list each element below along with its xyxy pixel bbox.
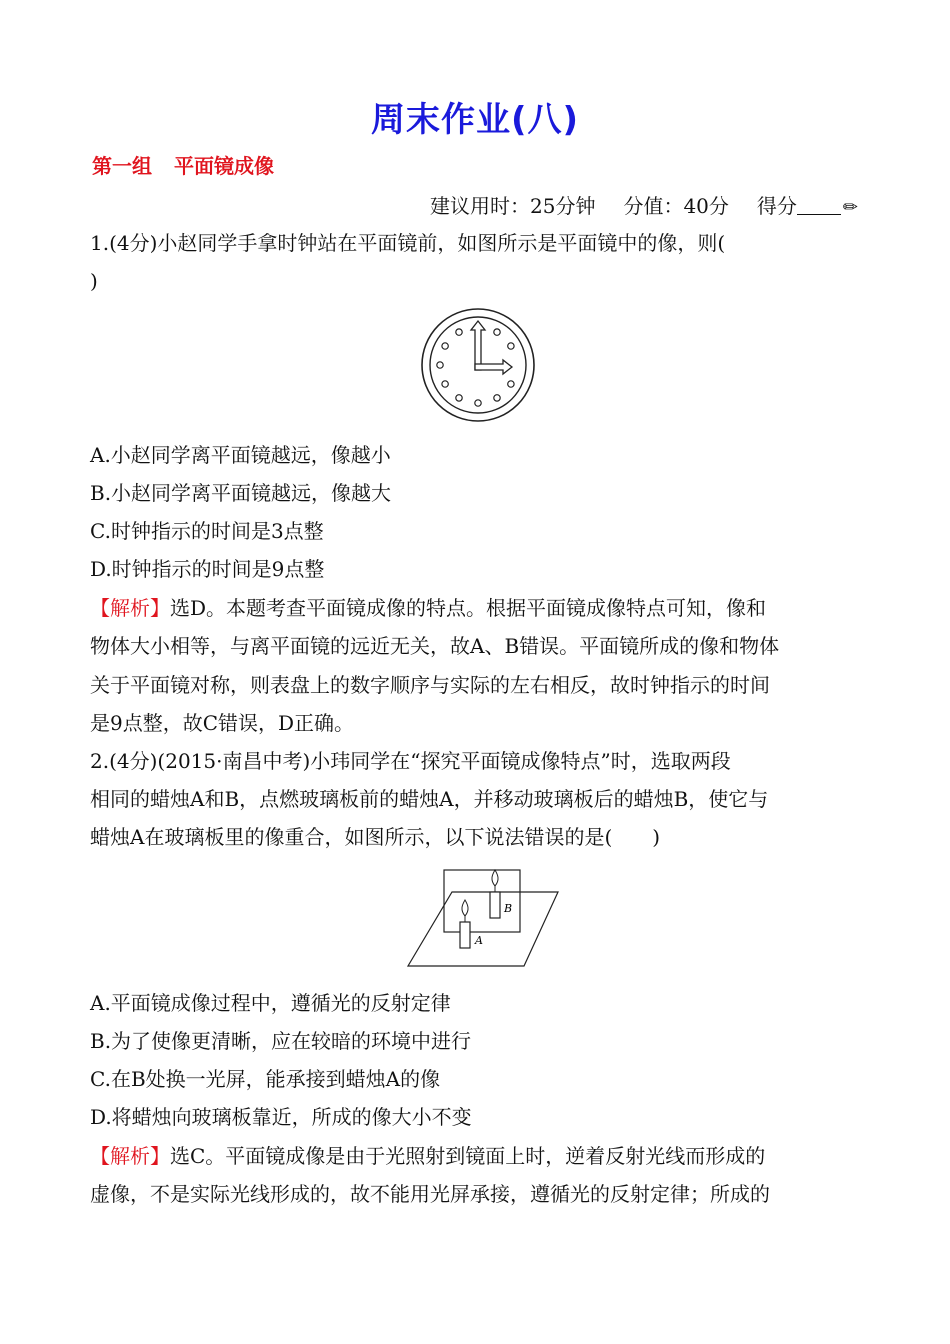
q2-option-b: B.为了使像更清晰，应在较暗的环境中进行	[90, 1029, 472, 1053]
q1-stem-line-1: 1.(4分)小赵同学手拿时钟站在平面镜前，如图所示是平面镜中的像，则(	[90, 231, 726, 255]
section-label: 第一组	[92, 154, 152, 178]
section-heading	[92, 150, 274, 179]
assignment-meta	[430, 190, 858, 219]
q2-stem-line-3: 蜡烛A在玻璃板里的像重合，如图所示，以下说法错误的是( )	[90, 825, 661, 849]
score-blank	[797, 196, 841, 215]
q1-analysis-line-1	[90, 595, 766, 621]
q2-stem-line-2: 相同的蜡烛A和B，点燃玻璃板前的蜡烛A，并移动玻璃板后的蜡烛B，使它与	[90, 787, 769, 811]
q2-option-c: C.在B处换一光屏，能承接到蜡烛A的像	[90, 1067, 441, 1091]
q2-analysis-line-1	[90, 1143, 765, 1169]
q1-option-d: D.时钟指示的时间是9点整	[90, 557, 325, 581]
q1-analysis-line-2: 物体大小相等，与离平面镜的远近无关，故A、B错误。平面镜所成的像和物体	[90, 634, 780, 658]
q1-analysis-line-4: 是9点整，故C错误，D正确。	[90, 711, 355, 735]
suggested-time: 建议用时：25分钟	[430, 194, 596, 218]
q1-analysis-line-3: 关于平面镜对称，则表盘上的数字顺序与实际的左右相反，故时钟指示的时间	[90, 673, 770, 697]
total-score: 分值：40分	[623, 194, 729, 218]
section-name: 平面镜成像	[174, 154, 274, 178]
q2-stem-line-1: 2.(4分)(2015·南昌中考)小玮同学在“探究平面镜成像特点”时，选取两段	[90, 749, 731, 773]
q1-analysis-text-1: 选D。本题考查平面镜成像的特点。根据平面镜成像特点可知，像和	[170, 596, 767, 620]
analysis-tag: 【解析】	[90, 596, 170, 620]
q1-stem-line-2: )	[90, 269, 98, 293]
q1-option-c: C.时钟指示的时间是3点整	[90, 519, 324, 543]
candle-mirror-figure	[404, 866, 564, 972]
q2-analysis-text-1: 选C。平面镜成像是由于光照射到镜面上时，逆着反射光线而形成的	[170, 1144, 766, 1168]
q1-option-b: B.小赵同学离平面镜越远，像越大	[90, 481, 392, 505]
analysis-tag: 【解析】	[90, 1144, 170, 1168]
page-title: 周末作业(八)	[370, 100, 580, 140]
pencil-icon: ✏	[842, 197, 858, 218]
q1-option-a: A.小赵同学离平面镜越远，像越小	[90, 443, 391, 467]
candle-b-label: B	[504, 902, 513, 915]
candle-a-label: A	[475, 934, 483, 947]
q2-analysis-line-2: 虚像，不是实际光线形成的，故不能用光屏承接，遵循光的反射定律；所成的	[90, 1182, 770, 1206]
mirror-clock-figure	[418, 308, 538, 422]
q2-option-d: D.将蜡烛向玻璃板靠近，所成的像大小不变	[90, 1105, 472, 1129]
q2-option-a: A.平面镜成像过程中，遵循光的反射定律	[90, 991, 451, 1015]
score-label: 得分	[756, 194, 797, 218]
